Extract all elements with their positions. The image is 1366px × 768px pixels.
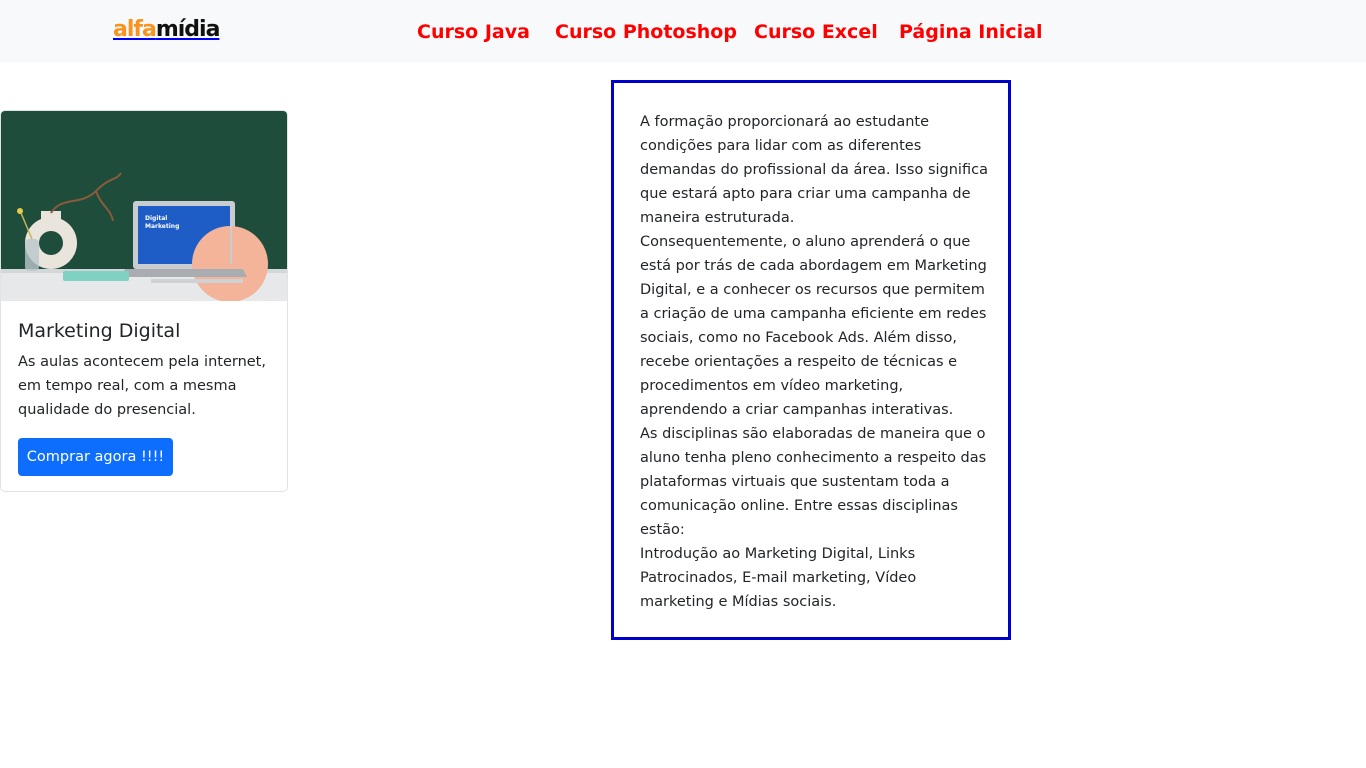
description-paragraph: Consequentemente, o aluno aprenderá o que está por trás de cada abordagem em Marketing Digital, e a conhecer os recursos que permitem a criação de uma campanha eficiente em redes sociais, como no Facebook Ads. Além disso, recebe orientações a respeito de técnicas e procedimentos em vídeo marketing, aprendendo a criar campanhas interativas. [640, 234, 987, 418]
course-card [0, 110, 288, 492]
card-image [1, 111, 287, 301]
logo-alfa: alfa [113, 17, 156, 42]
course-description-box [611, 80, 1011, 640]
description-paragraph: As disciplinas são elaboradas de maneira que o aluno tenha pleno conhecimento a respeito das plataformas virtuais que sustentam toda a comunicação online. Entre essas disciplinas estão: [640, 426, 987, 538]
laptop-screen-title-line1: Digital [145, 215, 168, 222]
laptop-screen-title-line2: Marketing [145, 223, 180, 230]
nav-link-pagina-inicial[interactable]: Página Inicial [899, 21, 1043, 43]
nav-link-curso-java[interactable]: Curso Java [417, 21, 530, 43]
description-paragraph: A formação proporcionará ao estudante condições para lidar com as diferentes demandas do profissional da área. Isso significa que estará apto para criar uma campanha de maneira estruturada. [640, 114, 988, 226]
card-title: Marketing Digital [18, 320, 181, 342]
buy-now-button[interactable]: Comprar agora !!!! [18, 438, 173, 476]
notebook-icon [63, 271, 129, 281]
navbar [0, 0, 1366, 62]
nav-link-curso-photoshop[interactable]: Curso Photoshop [555, 21, 737, 43]
course-description [640, 110, 990, 614]
description-paragraph: Introdução ao Marketing Digital, Links Patrocinados, E-mail marketing, Vídeo marketing e Mídias sociais. [640, 546, 917, 610]
alfamidia-logo[interactable] [113, 17, 219, 43]
card-text: As aulas acontecem pela internet, em tempo real, com a mesma qualidade do presencial. [18, 354, 266, 418]
logo-midia: mídia [155, 17, 220, 42]
nav-link-curso-excel[interactable]: Curso Excel [754, 21, 878, 43]
